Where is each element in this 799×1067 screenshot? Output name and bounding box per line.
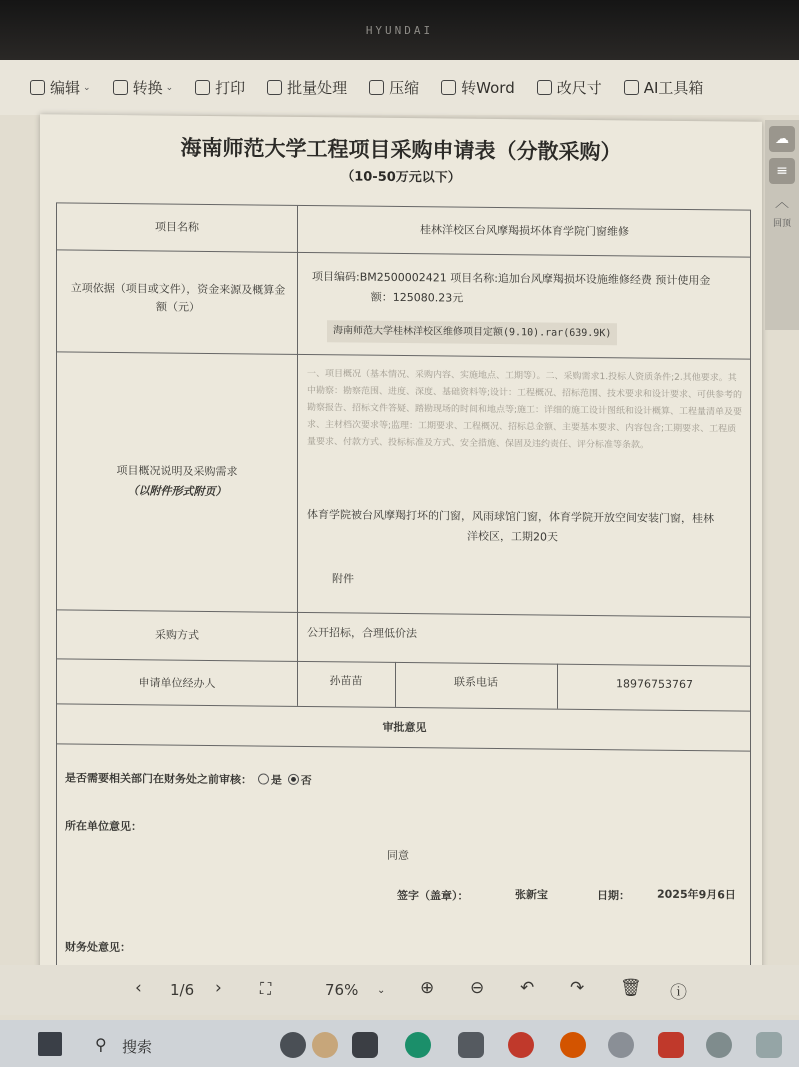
batch-icon bbox=[267, 80, 282, 95]
overview-value-line2: 洋校区，工期20天 bbox=[467, 529, 558, 544]
windows-start-icon[interactable] bbox=[38, 1032, 62, 1056]
next-page-icon[interactable]: › bbox=[215, 978, 222, 998]
print-icon bbox=[195, 80, 210, 95]
cloud-upload-icon[interactable]: ☁ bbox=[769, 126, 795, 152]
option-yes-label: 是 bbox=[270, 773, 282, 787]
toolbar-item-label: 编辑 bbox=[50, 79, 81, 97]
toolbar-item-label: 转Word bbox=[461, 79, 515, 97]
date-value: 2025年9月6日 bbox=[657, 887, 736, 902]
info-icon[interactable]: ⓘ bbox=[670, 983, 687, 1003]
document-title: 海南师范大学工程项目采购申请表（分散采购） bbox=[180, 135, 622, 165]
windows-taskbar bbox=[0, 1020, 799, 1067]
side-panel bbox=[765, 120, 799, 330]
chevron-down-icon: ⌄ bbox=[83, 82, 91, 93]
basis-attachment-link[interactable]: 海南师范大学桂林洋校区维修项目定额(9.10).rar(639.9K) bbox=[327, 320, 617, 345]
delete-icon[interactable]: 🗑 bbox=[620, 978, 642, 998]
edit-icon bbox=[30, 80, 45, 95]
applicant-label: 申请单位经办人 bbox=[138, 676, 216, 691]
toolbar-resize-button[interactable] bbox=[537, 77, 602, 98]
edge-icon[interactable] bbox=[405, 1032, 431, 1058]
resize-icon bbox=[537, 80, 552, 95]
ie-icon[interactable] bbox=[608, 1032, 634, 1058]
signature-label: 签字（盖章）： bbox=[397, 888, 469, 903]
chat-icon[interactable] bbox=[706, 1032, 732, 1058]
row-divider bbox=[57, 351, 750, 359]
monitor-brand: HYUNDAI bbox=[365, 24, 434, 37]
toolbar-print-button[interactable] bbox=[195, 77, 245, 98]
phone-label: 联系电话 bbox=[454, 675, 498, 690]
page-indicator[interactable]: 1/6 bbox=[170, 981, 195, 999]
viewer-bottom-bar bbox=[0, 965, 799, 1015]
toolbar-edit-button[interactable] bbox=[30, 77, 91, 98]
project-name-value: 桂林洋校区台风摩羯损坏体育学院门窗维修 bbox=[420, 223, 629, 239]
zoom-out-icon[interactable]: ⊖ bbox=[470, 978, 485, 998]
method-value: 公开招标，合理低价法 bbox=[307, 626, 417, 641]
toolbar-convert-button[interactable] bbox=[113, 77, 174, 98]
fit-page-icon[interactable]: ⛶ bbox=[260, 979, 272, 998]
toolbar-ai-toolbox-button[interactable] bbox=[624, 77, 704, 98]
ai-toolbox-icon bbox=[624, 80, 639, 95]
toolbar-item-label: 转换 bbox=[132, 79, 163, 97]
overview-label-note: （以附件形式附页） bbox=[127, 484, 227, 499]
option-no-label: 否 bbox=[300, 773, 312, 788]
overview-hint-text: 一、项目概况（基本情况、采购内容、实施地点、工期等）。二、采购需求1.投标人资质条件;2.其他要求。其中勘察：勘察范围、进度、深度、基础资料等;设计：工程概况、招标范围、技术要求和设计要求、可供参考的勘察报告、招标文件答疑、踏勘现场的时间和地点等;施工：详细的施工设计图纸和设计概算、工程量清单及要求、主材档次要求等;监理：工期要求、工程概况、招标总金额、主要基本要求、内容包含;工期要求、工程质量要求、付款方式、投标标准及方式、安全措施、保固及违约责任、评分标准等条款。 bbox=[307, 369, 743, 451]
file-explorer-icon[interactable] bbox=[352, 1032, 378, 1058]
word-icon bbox=[441, 80, 456, 95]
option-no-radio[interactable] bbox=[288, 774, 299, 785]
widgets-icon[interactable] bbox=[280, 1032, 306, 1058]
app-icon[interactable] bbox=[458, 1032, 484, 1058]
convert-icon bbox=[113, 80, 128, 95]
row-divider bbox=[57, 249, 750, 257]
zoom-dropdown-icon[interactable]: ⌄ bbox=[377, 985, 386, 996]
viewer-toolbar bbox=[0, 60, 799, 115]
row-divider bbox=[57, 658, 750, 666]
row-divider bbox=[57, 743, 750, 751]
unit-opinion-label: 所在单位意见： bbox=[65, 819, 142, 834]
basis-value-line2: 额：125080.23元 bbox=[370, 290, 464, 305]
applicant-name: 孙苗苗 bbox=[329, 674, 363, 688]
pre-review-question: 是否需要相关部门在财务处之前审核： 是 否 bbox=[65, 771, 312, 788]
approval-header: 审批意见 bbox=[382, 720, 427, 735]
document-list-icon[interactable]: ≡ bbox=[769, 158, 795, 184]
toolbar-item-label: 压缩 bbox=[389, 79, 420, 97]
browser-icon[interactable] bbox=[508, 1032, 534, 1058]
monitor-bezel bbox=[0, 0, 799, 60]
browser-icon[interactable] bbox=[560, 1032, 586, 1058]
basis-label: 立项依据（项目或文件），资金来源及概算金额（元） bbox=[70, 281, 286, 314]
column-divider bbox=[297, 206, 298, 706]
pdf-viewer-window bbox=[0, 60, 799, 1067]
document-subtitle: （10-50万元以下） bbox=[341, 169, 461, 186]
wps-icon[interactable] bbox=[658, 1032, 684, 1058]
zoom-in-icon[interactable]: ⊕ bbox=[420, 978, 435, 998]
row-divider bbox=[57, 609, 750, 617]
overview-label: 项目概况说明及采购需求 bbox=[116, 464, 238, 479]
basis-value-line1: 项目编码:BM2500002421 项目名称:追加台风摩羯损坏设施维修经费 预计使用金 bbox=[312, 270, 711, 288]
app-icon[interactable] bbox=[756, 1032, 782, 1058]
option-yes-radio[interactable] bbox=[258, 774, 269, 785]
rotate-left-icon[interactable]: ↶ bbox=[520, 978, 535, 998]
rotate-right-icon[interactable]: ↷ bbox=[570, 978, 585, 998]
prev-page-icon[interactable]: ‹ bbox=[135, 978, 142, 998]
phone-value: 18976753767 bbox=[616, 677, 693, 692]
zoom-level[interactable]: 76% bbox=[325, 981, 359, 999]
toolbar-item-label: AI工具箱 bbox=[643, 79, 704, 97]
document-page bbox=[40, 114, 762, 982]
search-icon[interactable]: ⚲ bbox=[95, 1035, 107, 1054]
toolbar-item-label: 批量处理 bbox=[287, 79, 348, 97]
taskbar-search-label[interactable]: 搜索 bbox=[122, 1038, 153, 1056]
overview-attachment-label: 附件 bbox=[332, 572, 354, 586]
row-divider bbox=[57, 703, 750, 711]
date-label: 日期： bbox=[597, 889, 630, 903]
chevron-down-icon: ⌄ bbox=[165, 82, 174, 93]
application-form-table bbox=[56, 202, 751, 979]
toolbar-word-button[interactable] bbox=[441, 77, 515, 98]
back-to-top-label[interactable]: 回顶 bbox=[772, 219, 791, 229]
overview-value-line1: 体育学院被台风摩羯打坏的门窗，风雨球馆门窗，体育学院开放空间安装门窗，桂林 bbox=[307, 508, 714, 526]
unit-opinion-value: 同意 bbox=[387, 848, 409, 863]
compress-icon bbox=[369, 80, 384, 95]
method-label: 采购方式 bbox=[155, 628, 199, 642]
app-icon[interactable] bbox=[312, 1032, 338, 1058]
finance-opinion-label: 财务处意见： bbox=[65, 940, 131, 955]
chevron-up-icon[interactable]: ︿ bbox=[775, 195, 789, 211]
project-name-label: 项目名称 bbox=[155, 220, 199, 234]
toolbar-compress-button[interactable] bbox=[369, 77, 419, 98]
signature-name: 张新宝 bbox=[515, 888, 548, 902]
toolbar-batch-button[interactable] bbox=[267, 77, 347, 98]
toolbar-item-label: 打印 bbox=[215, 79, 246, 97]
toolbar-item-label: 改尺寸 bbox=[556, 79, 602, 97]
